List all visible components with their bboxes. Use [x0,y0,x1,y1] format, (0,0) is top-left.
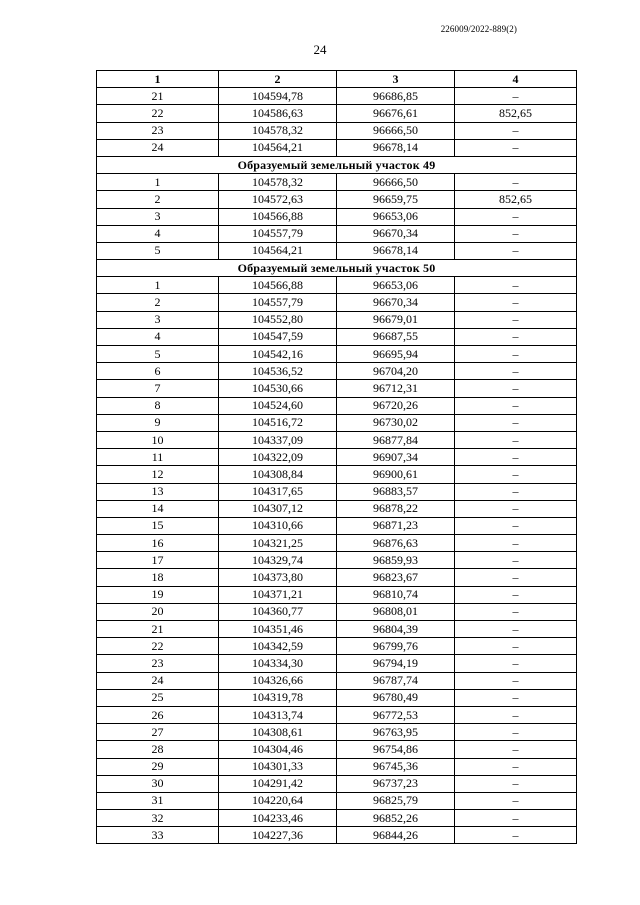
distance-cell: – [455,517,577,534]
distance-cell: – [455,122,577,139]
distance-cell: – [455,741,577,758]
x-coordinate-cell: 104321,25 [219,535,337,552]
distance-cell: – [455,88,577,105]
table-row [97,621,577,638]
distance-cell: – [455,655,577,672]
x-coordinate-cell: 104564,21 [219,139,337,156]
table-row [97,827,577,844]
point-number-cell: 24 [97,672,219,689]
table-row [97,775,577,792]
y-coordinate-cell: 96823,67 [337,569,455,586]
table-row [97,638,577,655]
y-coordinate-cell: 96686,85 [337,88,455,105]
point-number-cell: 15 [97,517,219,534]
point-number-cell: 6 [97,363,219,380]
point-number-cell: 12 [97,466,219,483]
coordinates-table [96,70,577,844]
distance-cell: – [455,483,577,500]
x-coordinate-cell: 104319,78 [219,689,337,706]
x-coordinate-cell: 104360,77 [219,603,337,620]
table-row [97,397,577,414]
distance-cell: – [455,672,577,689]
x-coordinate-cell: 104220,64 [219,792,337,809]
distance-cell: – [455,277,577,294]
y-coordinate-cell: 96883,57 [337,483,455,500]
table-row [97,483,577,500]
distance-cell: – [455,758,577,775]
y-coordinate-cell: 96772,53 [337,706,455,723]
x-coordinate-cell: 104586,63 [219,105,337,122]
distance-cell: – [455,346,577,363]
y-coordinate-cell: 96810,74 [337,586,455,603]
y-coordinate-cell: 96900,61 [337,466,455,483]
point-number-cell: 27 [97,724,219,741]
table-row [97,810,577,827]
x-coordinate-cell: 104351,46 [219,621,337,638]
point-number-cell: 7 [97,380,219,397]
y-coordinate-cell: 96877,84 [337,431,455,448]
table-row [97,431,577,448]
table-row [97,500,577,517]
distance-cell: – [455,139,577,156]
table-row [97,311,577,328]
table-row [97,672,577,689]
point-number-cell: 16 [97,535,219,552]
point-number-cell: 22 [97,105,219,122]
x-coordinate-cell: 104578,32 [219,174,337,191]
x-coordinate-cell: 104227,36 [219,827,337,844]
y-coordinate-cell: 96808,01 [337,603,455,620]
x-coordinate-cell: 104547,59 [219,328,337,345]
table-header-row [97,71,577,88]
x-coordinate-cell: 104337,09 [219,431,337,448]
table-row [97,88,577,105]
point-number-cell: 4 [97,225,219,242]
distance-cell: – [455,174,577,191]
y-coordinate-cell: 96730,02 [337,414,455,431]
y-coordinate-cell: 96799,76 [337,638,455,655]
x-coordinate-cell: 104552,80 [219,311,337,328]
point-number-cell: 22 [97,638,219,655]
y-coordinate-cell: 96737,23 [337,775,455,792]
x-coordinate-cell: 104233,46 [219,810,337,827]
x-coordinate-cell: 104301,33 [219,758,337,775]
table-row [97,466,577,483]
point-number-cell: 23 [97,655,219,672]
x-coordinate-cell: 104342,59 [219,638,337,655]
distance-cell: – [455,363,577,380]
table-row [97,346,577,363]
y-coordinate-cell: 96653,06 [337,208,455,225]
y-coordinate-cell: 96844,26 [337,827,455,844]
x-coordinate-cell: 104334,30 [219,655,337,672]
y-coordinate-cell: 96763,95 [337,724,455,741]
x-coordinate-cell: 104307,12 [219,500,337,517]
point-number-cell: 24 [97,139,219,156]
table-row [97,277,577,294]
table-row [97,328,577,345]
x-coordinate-cell: 104304,46 [219,741,337,758]
point-number-cell: 5 [97,346,219,363]
point-number-cell: 31 [97,792,219,809]
distance-cell: – [455,569,577,586]
point-number-cell: 3 [97,311,219,328]
distance-cell: – [455,294,577,311]
distance-cell: – [455,724,577,741]
y-coordinate-cell: 96670,34 [337,225,455,242]
table-row [97,552,577,569]
y-coordinate-cell: 96679,01 [337,311,455,328]
x-coordinate-cell: 104542,16 [219,346,337,363]
distance-cell: – [455,552,577,569]
y-coordinate-cell: 96859,93 [337,552,455,569]
y-coordinate-cell: 96678,14 [337,139,455,156]
distance-cell: – [455,792,577,809]
x-coordinate-cell: 104326,66 [219,672,337,689]
point-number-cell: 17 [97,552,219,569]
point-number-cell: 20 [97,603,219,620]
point-number-cell: 4 [97,328,219,345]
table-row [97,139,577,156]
y-coordinate-cell: 96794,19 [337,655,455,672]
x-coordinate-cell: 104317,65 [219,483,337,500]
page-number: 24 [313,42,327,57]
table-row [97,792,577,809]
point-number-cell: 10 [97,431,219,448]
distance-cell: – [455,242,577,259]
distance-cell: – [455,328,577,345]
x-coordinate-cell: 104530,66 [219,380,337,397]
table-row [97,449,577,466]
distance-cell: – [455,621,577,638]
point-number-cell: 1 [97,174,219,191]
table-row [97,174,577,191]
y-coordinate-cell: 96878,22 [337,500,455,517]
y-coordinate-cell: 96712,31 [337,380,455,397]
section-heading-row [97,156,577,173]
distance-cell: – [455,466,577,483]
table-row [97,586,577,603]
table-body [97,88,577,844]
point-number-cell: 9 [97,414,219,431]
distance-cell: 852,65 [455,105,577,122]
y-coordinate-cell: 96852,26 [337,810,455,827]
table-row [97,380,577,397]
distance-cell: – [455,586,577,603]
section-heading: Образуемый земельный участок 49 [97,156,577,173]
distance-cell: – [455,535,577,552]
table-row [97,363,577,380]
distance-cell: – [455,638,577,655]
point-number-cell: 2 [97,294,219,311]
distance-cell: – [455,827,577,844]
point-number-cell: 29 [97,758,219,775]
distance-cell: – [455,397,577,414]
point-number-cell: 33 [97,827,219,844]
point-number-cell: 28 [97,741,219,758]
y-coordinate-cell: 96871,23 [337,517,455,534]
y-coordinate-cell: 96676,61 [337,105,455,122]
point-number-cell: 23 [97,122,219,139]
x-coordinate-cell: 104536,52 [219,363,337,380]
y-coordinate-cell: 96666,50 [337,122,455,139]
y-coordinate-cell: 96666,50 [337,174,455,191]
y-coordinate-cell: 96720,26 [337,397,455,414]
x-coordinate-cell: 104516,72 [219,414,337,431]
table-row [97,517,577,534]
y-coordinate-cell: 96678,14 [337,242,455,259]
x-coordinate-cell: 104524,60 [219,397,337,414]
table-row [97,294,577,311]
distance-cell: – [455,449,577,466]
point-number-cell: 26 [97,706,219,723]
y-coordinate-cell: 96659,75 [337,191,455,208]
y-coordinate-cell: 96754,86 [337,741,455,758]
table-row [97,414,577,431]
x-coordinate-cell: 104308,61 [219,724,337,741]
x-coordinate-cell: 104557,79 [219,294,337,311]
y-coordinate-cell: 96876,63 [337,535,455,552]
y-coordinate-cell: 96687,55 [337,328,455,345]
distance-cell: – [455,706,577,723]
table-row [97,242,577,259]
y-coordinate-cell: 96653,06 [337,277,455,294]
y-coordinate-cell: 96787,74 [337,672,455,689]
point-number-cell: 11 [97,449,219,466]
table-row [97,191,577,208]
point-number-cell: 19 [97,586,219,603]
column-header: 3 [337,71,455,88]
x-coordinate-cell: 104313,74 [219,706,337,723]
table-row [97,225,577,242]
point-number-cell: 32 [97,810,219,827]
distance-cell: – [455,414,577,431]
distance-cell: – [455,208,577,225]
point-number-cell: 1 [97,277,219,294]
y-coordinate-cell: 96695,94 [337,346,455,363]
x-coordinate-cell: 104373,80 [219,569,337,586]
x-coordinate-cell: 104566,88 [219,208,337,225]
y-coordinate-cell: 96745,36 [337,758,455,775]
point-number-cell: 5 [97,242,219,259]
distance-cell: – [455,500,577,517]
point-number-cell: 14 [97,500,219,517]
table-row [97,569,577,586]
distance-cell: – [455,810,577,827]
point-number-cell: 3 [97,208,219,225]
point-number-cell: 21 [97,88,219,105]
distance-cell: – [455,311,577,328]
distance-cell: – [455,603,577,620]
distance-cell: – [455,689,577,706]
table-row [97,603,577,620]
x-coordinate-cell: 104594,78 [219,88,337,105]
table-row [97,706,577,723]
y-coordinate-cell: 96670,34 [337,294,455,311]
table-row [97,535,577,552]
x-coordinate-cell: 104322,09 [219,449,337,466]
x-coordinate-cell: 104371,21 [219,586,337,603]
x-coordinate-cell: 104572,63 [219,191,337,208]
table-row [97,655,577,672]
x-coordinate-cell: 104308,84 [219,466,337,483]
x-coordinate-cell: 104310,66 [219,517,337,534]
distance-cell: – [455,225,577,242]
y-coordinate-cell: 96804,39 [337,621,455,638]
table-row [97,122,577,139]
table-row [97,689,577,706]
point-number-cell: 2 [97,191,219,208]
column-header: 4 [455,71,577,88]
table-row [97,208,577,225]
distance-cell: 852,65 [455,191,577,208]
x-coordinate-cell: 104564,21 [219,242,337,259]
document-id: 226009/2022-889(2) [440,24,517,34]
point-number-cell: 30 [97,775,219,792]
table-row [97,758,577,775]
distance-cell: – [455,380,577,397]
point-number-cell: 21 [97,621,219,638]
section-heading: Образуемый земельный участок 50 [97,260,577,277]
x-coordinate-cell: 104557,79 [219,225,337,242]
column-header: 1 [97,71,219,88]
x-coordinate-cell: 104291,42 [219,775,337,792]
distance-cell: – [455,775,577,792]
point-number-cell: 8 [97,397,219,414]
x-coordinate-cell: 104566,88 [219,277,337,294]
point-number-cell: 13 [97,483,219,500]
table-row [97,724,577,741]
y-coordinate-cell: 96825,79 [337,792,455,809]
x-coordinate-cell: 104329,74 [219,552,337,569]
section-heading-row [97,260,577,277]
distance-cell: – [455,431,577,448]
table-row [97,105,577,122]
x-coordinate-cell: 104578,32 [219,122,337,139]
column-header: 2 [219,71,337,88]
y-coordinate-cell: 96704,20 [337,363,455,380]
y-coordinate-cell: 96780,49 [337,689,455,706]
table-row [97,741,577,758]
y-coordinate-cell: 96907,34 [337,449,455,466]
point-number-cell: 18 [97,569,219,586]
point-number-cell: 25 [97,689,219,706]
